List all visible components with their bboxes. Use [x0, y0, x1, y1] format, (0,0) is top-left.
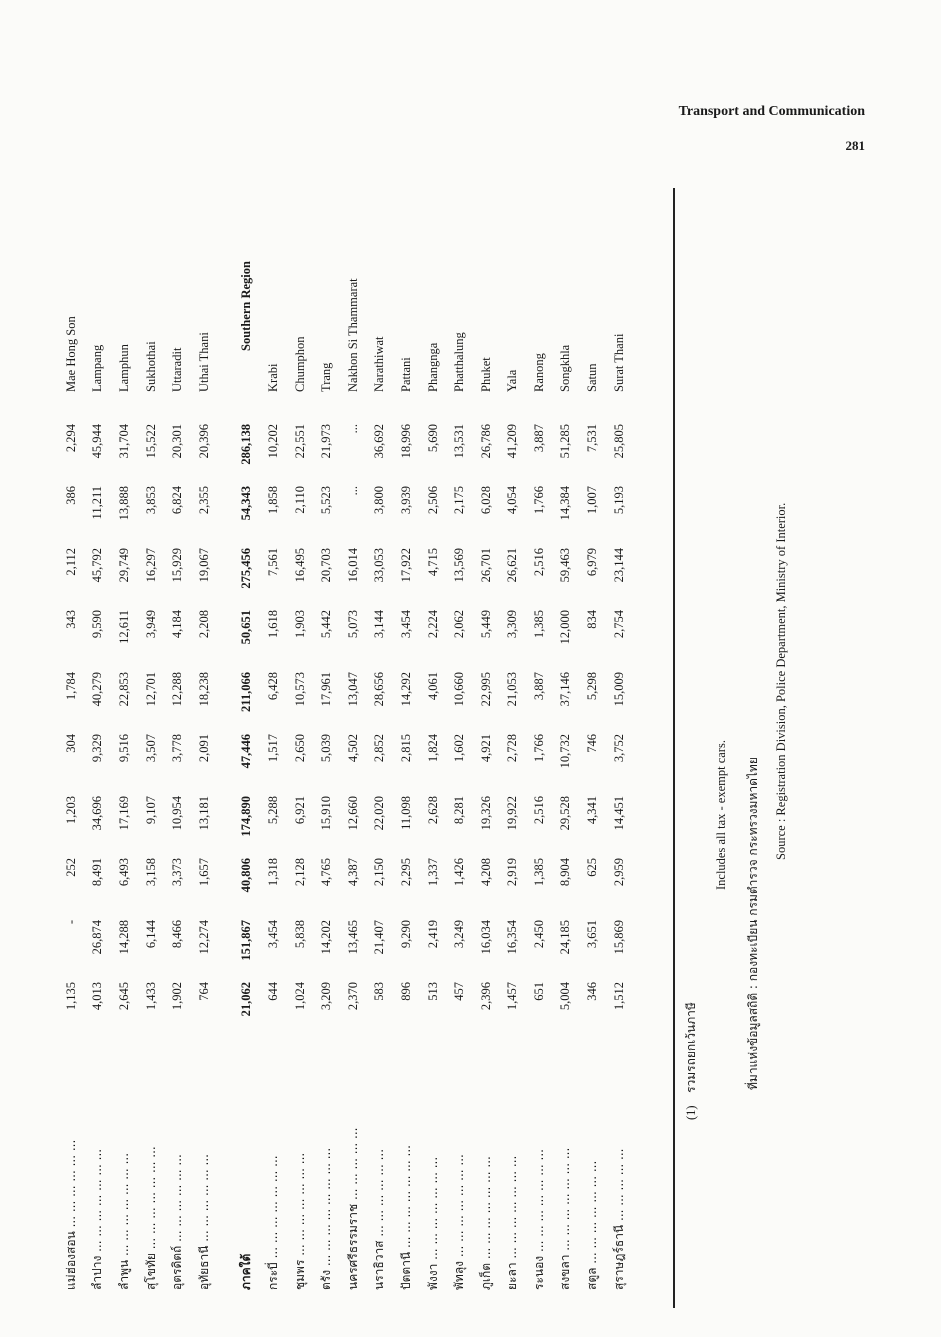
thai-name-cell: นครศรีธรรมราช ... ... ... ... ...	[345, 1127, 360, 1290]
value-cell: 9,290	[398, 920, 413, 949]
value-cell: 17,922	[398, 548, 413, 583]
value-cell: 59,463	[558, 548, 573, 583]
page-header-title: Transport and Communication	[678, 104, 865, 119]
value-cell: 9,590	[90, 610, 105, 639]
value-cell: 1,457	[505, 982, 520, 1011]
value-cell: 7,531	[585, 424, 600, 453]
value-cell: 1,512	[611, 982, 626, 1011]
value-cell: 19,326	[478, 796, 493, 831]
value-cell: 2,128	[292, 858, 307, 887]
value-cell: 5,838	[292, 920, 307, 949]
value-cell: 10,732	[558, 734, 573, 769]
value-cell: 1,433	[143, 982, 158, 1011]
value-cell: 40,279	[90, 672, 105, 707]
value-cell: 2,355	[196, 486, 211, 515]
value-cell: 2,091	[196, 734, 211, 763]
value-cell: ...	[345, 424, 360, 434]
value-cell: 6,979	[585, 548, 600, 577]
thai-name-cell: ชุมพร ... ... ... ... ... ... ...	[292, 1152, 307, 1290]
table-row	[58, 192, 85, 1290]
thai-name-cell: ลำปาง ... ... ... ... ... ... ...	[90, 1148, 105, 1290]
value-cell: 1,517	[265, 734, 280, 763]
thai-name-cell: ภูเก็ต ... ... ... ... ... ... ...	[478, 1156, 493, 1290]
value-cell: 1,135	[63, 982, 78, 1011]
value-cell: 17,169	[116, 796, 131, 831]
value-cell: 1,903	[292, 610, 307, 639]
value-cell: 8,281	[452, 796, 467, 825]
table-row	[420, 192, 447, 1290]
english-name-cell: Southern Region	[239, 261, 254, 351]
value-cell: 14,202	[319, 920, 334, 955]
value-cell: 45,944	[90, 424, 105, 459]
value-cell: 3,887	[531, 424, 546, 453]
english-name-cell: Phatthalung	[452, 332, 467, 392]
value-cell: 26,621	[505, 548, 520, 583]
value-cell: 3,309	[505, 610, 520, 639]
value-cell: 5,004	[558, 982, 573, 1011]
value-cell: 26,701	[478, 548, 493, 583]
value-cell: 15,522	[143, 424, 158, 459]
thai-name-cell: พัทลุง ... ... ... ... ... ... ...	[452, 1154, 467, 1290]
english-name-cell: Nakhon Si Thammarat	[345, 278, 360, 392]
value-cell: 5,039	[319, 734, 334, 763]
value-cell: 13,047	[345, 672, 360, 707]
value-cell: 3,778	[170, 734, 185, 763]
value-cell: 13,888	[116, 486, 131, 521]
value-cell: 304	[63, 734, 78, 753]
table-row	[367, 192, 394, 1290]
value-cell: 2,516	[531, 796, 546, 825]
value-cell: 4,502	[345, 734, 360, 763]
thai-name-cell: ลำพูน ... ... ... ... ... ... ...	[116, 1152, 131, 1290]
value-cell: 4,013	[90, 982, 105, 1011]
thai-name-cell: พังงา ... ... ... ... ... ... ...	[425, 1156, 440, 1290]
gap-cell	[218, 192, 234, 1290]
value-cell: 651	[531, 982, 546, 1001]
english-name-cell: Phuket	[478, 357, 493, 392]
english-name-cell: Uttaradit	[170, 347, 185, 392]
thai-name-cell: ยะลา ... ... ... ... ... ... ...	[505, 1155, 520, 1290]
value-cell: 23,144	[611, 548, 626, 583]
value-cell: 2,370	[345, 982, 360, 1011]
table-row	[287, 192, 314, 1290]
value-cell: 3,651	[585, 920, 600, 949]
value-cell: 10,660	[452, 672, 467, 707]
table-body	[58, 192, 632, 1290]
table-row	[191, 192, 218, 1290]
value-cell: 5,193	[611, 486, 626, 515]
value-cell: 3,507	[143, 734, 158, 763]
table-row	[579, 192, 606, 1290]
value-cell: 3,454	[398, 610, 413, 639]
value-cell: 1,766	[531, 486, 546, 515]
value-cell: 346	[585, 982, 600, 1001]
value-cell: 6,921	[292, 796, 307, 825]
english-name-cell: Uthai Thani	[196, 332, 211, 392]
value-cell: 5,073	[345, 610, 360, 639]
value-cell: 3,454	[265, 920, 280, 949]
value-cell: 1,902	[170, 982, 185, 1011]
value-cell: 20,703	[319, 548, 334, 583]
value-cell: 3,249	[452, 920, 467, 949]
value-cell: 174,890	[239, 796, 254, 837]
rotated-table-area	[58, 200, 626, 1290]
value-cell: 3,887	[531, 672, 546, 701]
value-cell: 13,531	[452, 424, 467, 459]
value-cell: 7,561	[265, 548, 280, 577]
value-cell: 21,053	[505, 672, 520, 707]
value-cell: 3,209	[319, 982, 334, 1011]
value-cell: 17,961	[319, 672, 334, 707]
value-cell: 16,495	[292, 548, 307, 583]
value-cell: 18,996	[398, 424, 413, 459]
value-cell: 54,343	[239, 486, 254, 521]
value-cell: 5,298	[585, 672, 600, 701]
english-name-cell: Chumphon	[292, 336, 307, 392]
value-cell: 16,354	[505, 920, 520, 955]
value-cell: 13,465	[345, 920, 360, 955]
value-cell: 31,704	[116, 424, 131, 459]
value-cell: 34,696	[90, 796, 105, 831]
table-row	[606, 192, 633, 1290]
notes-area	[670, 200, 840, 1290]
value-cell: 16,034	[478, 920, 493, 955]
value-cell: 2,110	[292, 486, 307, 514]
table-row	[260, 192, 287, 1290]
value-cell: 2,396	[478, 982, 493, 1011]
value-cell: 26,786	[478, 424, 493, 459]
value-cell: 12,288	[170, 672, 185, 707]
value-cell: 4,184	[170, 610, 185, 639]
value-cell: 1,657	[196, 858, 211, 887]
value-cell: 5,442	[319, 610, 334, 639]
value-cell: 583	[372, 982, 387, 1001]
value-cell: 1,602	[452, 734, 467, 763]
value-cell: 2,628	[425, 796, 440, 825]
thai-name-cell: ตรัง ... ... ... ... ... ... ... ...	[319, 1147, 334, 1290]
value-cell: 4,715	[425, 548, 440, 577]
value-cell: 14,288	[116, 920, 131, 955]
table-row	[526, 192, 553, 1290]
value-cell: 2,062	[452, 610, 467, 639]
table-row	[138, 192, 165, 1290]
english-name-cell: Lamphun	[116, 344, 131, 392]
value-cell: 2,295	[398, 858, 413, 887]
value-cell: 29,528	[558, 796, 573, 831]
value-cell: 9,329	[90, 734, 105, 763]
value-cell: 19,067	[196, 548, 211, 583]
english-name-cell: Songkhla	[558, 344, 573, 392]
value-cell: 15,910	[319, 796, 334, 831]
rotated-table-inner	[58, 200, 626, 1290]
value-cell: 45,792	[90, 548, 105, 583]
value-cell: 834	[585, 610, 600, 629]
value-cell: -	[63, 920, 78, 925]
thai-name-cell: ระนอง ... ... ... ... ... ... ...	[531, 1149, 546, 1290]
value-cell: 3,752	[611, 734, 626, 763]
value-cell: 2,506	[425, 486, 440, 515]
footnote-line	[682, 1002, 701, 1120]
value-cell: 2,645	[116, 982, 131, 1011]
value-cell: 4,921	[478, 734, 493, 763]
value-cell: 22,853	[116, 672, 131, 707]
value-cell: 15,009	[611, 672, 626, 707]
value-cell: 26,874	[90, 920, 105, 955]
footnote-marker: (1)	[684, 1105, 698, 1120]
value-cell: 1,203	[63, 796, 78, 825]
value-cell: 2,650	[292, 734, 307, 763]
value-cell: 644	[265, 982, 280, 1001]
value-cell: 5,690	[425, 424, 440, 453]
value-cell: 47,446	[239, 734, 254, 769]
value-cell: 513	[425, 982, 440, 1001]
thai-name-cell: กระบี่ ... ... ... ... ... ... ...	[265, 1155, 280, 1290]
value-cell: 24,185	[558, 920, 573, 955]
table-row	[111, 192, 138, 1290]
value-cell: 2,728	[505, 734, 520, 763]
value-cell: 275,456	[239, 548, 254, 589]
value-cell: 4,054	[505, 486, 520, 515]
value-cell: 2,419	[425, 920, 440, 949]
table-row	[393, 192, 420, 1290]
value-cell: 10,202	[265, 424, 280, 459]
value-cell: 1,858	[265, 486, 280, 515]
value-cell: 9,516	[116, 734, 131, 763]
value-cell: 1,024	[292, 982, 307, 1011]
value-cell: 16,014	[345, 548, 360, 583]
value-cell: 21,973	[319, 424, 334, 459]
value-cell: 386	[63, 486, 78, 505]
value-cell: 4,208	[478, 858, 493, 887]
value-cell: 37,146	[558, 672, 573, 707]
value-cell: 10,954	[170, 796, 185, 831]
notes-inner	[670, 200, 840, 1290]
value-cell: 211,066	[239, 672, 254, 712]
thai-name-cell: สงขลา ... ... ... ... ... ... ...	[558, 1147, 573, 1290]
value-cell: 2,112	[63, 548, 78, 576]
value-cell: 8,491	[90, 858, 105, 887]
value-cell: 22,020	[372, 796, 387, 831]
english-name-cell: Krabi	[265, 363, 280, 392]
value-cell: 1,784	[63, 672, 78, 701]
value-cell: 22,995	[478, 672, 493, 707]
value-cell: 22,551	[292, 424, 307, 459]
value-cell: 11,098	[398, 796, 413, 830]
value-cell: 5,523	[319, 486, 334, 515]
value-cell: 2,208	[196, 610, 211, 639]
value-cell: 12,701	[143, 672, 158, 707]
value-cell: 1,426	[452, 858, 467, 887]
value-cell: 3,373	[170, 858, 185, 887]
value-cell: 40,806	[239, 858, 254, 893]
value-cell: 2,450	[531, 920, 546, 949]
table-row	[164, 192, 191, 1290]
source-english: Source : Registration Division, Police Department, Ministry of Interior.	[774, 502, 788, 860]
value-cell: 1,385	[531, 858, 546, 887]
thai-name-cell: นราธิวาส ... ... ... ... ... ...	[372, 1148, 387, 1290]
table-row	[473, 192, 500, 1290]
value-cell: 5,288	[265, 796, 280, 825]
english-name-cell: Surat Thani	[611, 333, 626, 392]
value-cell: 896	[398, 982, 413, 1001]
value-cell: 21,062	[239, 982, 254, 1017]
value-cell: 14,292	[398, 672, 413, 707]
value-cell: 12,611	[116, 610, 131, 644]
page-number: 281	[845, 138, 865, 153]
table-row	[340, 192, 367, 1290]
value-cell: 15,929	[170, 548, 185, 583]
statistics-table	[58, 192, 632, 1290]
table-row	[500, 192, 527, 1290]
value-cell: 12,660	[345, 796, 360, 831]
thai-name-cell: ปัตตานี ... ... ... ... ... ... ...	[398, 1145, 413, 1290]
value-cell: 6,028	[478, 486, 493, 515]
table-row	[313, 192, 340, 1290]
source-thai: ที่มาแห่งข้อมูลสถิติ : กองทะเบียน กรมตำรวจ กระทรวงมหาดไทย	[746, 757, 760, 1090]
value-cell: 25,805	[611, 424, 626, 459]
value-cell: 2,294	[63, 424, 78, 453]
english-name-cell: Satun	[585, 363, 600, 392]
value-cell: 1,385	[531, 610, 546, 639]
value-cell: 12,274	[196, 920, 211, 955]
value-cell: 10,573	[292, 672, 307, 707]
value-cell: 50,651	[239, 610, 254, 645]
value-cell: 3,939	[398, 486, 413, 515]
value-cell: 151,867	[239, 920, 254, 961]
value-cell: 11,211	[90, 486, 105, 520]
value-cell: 6,144	[143, 920, 158, 949]
value-cell: 4,387	[345, 858, 360, 887]
value-cell: 13,569	[452, 548, 467, 583]
value-cell: 286,138	[239, 424, 254, 465]
value-cell: 3,853	[143, 486, 158, 515]
value-cell: 625	[585, 858, 600, 877]
region-row	[234, 192, 261, 1290]
value-cell: 1,318	[265, 858, 280, 887]
thai-name-cell: สุโขทัย ... ... ... ... ... ... ...	[143, 1146, 158, 1290]
value-cell: 33,053	[372, 548, 387, 583]
thai-name-cell: อุตรดิตถ์ ... ... ... ... ... ...	[170, 1154, 185, 1290]
value-cell: 28,656	[372, 672, 387, 707]
thai-name-cell: อุทัยธานี ... ... ... ... ... ...	[196, 1154, 211, 1290]
value-cell: 2,959	[611, 858, 626, 887]
value-cell: 13,181	[196, 796, 211, 831]
value-cell: 2,919	[505, 858, 520, 887]
value-cell: 1,007	[585, 486, 600, 515]
value-cell: 2,516	[531, 548, 546, 577]
english-name-cell: Lampang	[90, 344, 105, 392]
value-cell: 2,852	[372, 734, 387, 763]
value-cell: 6,428	[265, 672, 280, 701]
value-cell: 1,766	[531, 734, 546, 763]
value-cell: 4,765	[319, 858, 334, 887]
footnote-english: Includes all tax - exempt cars.	[714, 740, 728, 890]
value-cell: 18,238	[196, 672, 211, 707]
value-cell: 2,754	[611, 610, 626, 639]
value-cell: 29,749	[116, 548, 131, 583]
english-name-cell: Phangnga	[425, 342, 440, 392]
table-row	[553, 192, 580, 1290]
english-name-cell: Narathiwat	[372, 336, 387, 392]
value-cell: 1,618	[265, 610, 280, 639]
footnote-thai: รวมรถยกเว้นภาษี	[684, 1002, 698, 1093]
table-row	[85, 192, 112, 1290]
value-cell: 2,175	[452, 486, 467, 515]
value-cell: 20,301	[170, 424, 185, 459]
english-name-cell: Sukhothai	[143, 341, 158, 392]
value-cell: 1,337	[425, 858, 440, 887]
english-name-cell: Trang	[319, 362, 334, 392]
table-row	[446, 192, 473, 1290]
thai-name-cell: ภาคใต้	[239, 1253, 254, 1290]
value-cell: 4,341	[585, 796, 600, 825]
value-cell: 8,904	[558, 858, 573, 887]
value-cell: 3,949	[143, 610, 158, 639]
value-cell: 3,144	[372, 610, 387, 639]
value-cell: 51,285	[558, 424, 573, 459]
value-cell: 19,922	[505, 796, 520, 831]
value-cell: 3,800	[372, 486, 387, 515]
thai-name-cell: สุราษฎร์ธานี ... ... ... ... ...	[611, 1148, 626, 1290]
value-cell: 6,824	[170, 486, 185, 515]
thai-name-cell: สตูล ... ... ... ... ... ... ...	[585, 1160, 600, 1290]
value-cell: 8,466	[170, 920, 185, 949]
value-cell: 41,209	[505, 424, 520, 459]
value-cell: 14,451	[611, 796, 626, 831]
value-cell: 5,449	[478, 610, 493, 639]
value-cell: 343	[63, 610, 78, 629]
value-cell: 2,150	[372, 858, 387, 887]
value-cell: 12,000	[558, 610, 573, 645]
value-cell: 36,692	[372, 424, 387, 459]
value-cell: 2,815	[398, 734, 413, 763]
value-cell: 2,224	[425, 610, 440, 639]
value-cell: 457	[452, 982, 467, 1001]
english-name-cell: Yala	[505, 369, 520, 392]
english-name-cell: Ranong	[531, 353, 546, 392]
value-cell: 3,158	[143, 858, 158, 887]
value-cell: 9,107	[143, 796, 158, 825]
value-cell: ...	[345, 486, 360, 496]
value-cell: 20,396	[196, 424, 211, 459]
value-cell: 764	[196, 982, 211, 1001]
value-cell: 1,824	[425, 734, 440, 763]
value-cell: 6,493	[116, 858, 131, 887]
thai-name-cell: แม่ฮ่องสอน ... ... ... ... ... ...	[63, 1139, 78, 1290]
value-cell: 4,061	[425, 672, 440, 701]
value-cell: 15,869	[611, 920, 626, 955]
value-cell: 21,407	[372, 920, 387, 955]
table-gap-row	[218, 192, 234, 1290]
english-name-cell: Pattani	[398, 357, 413, 392]
value-cell: 14,384	[558, 486, 573, 521]
value-cell: 16,297	[143, 548, 158, 583]
value-cell: 252	[63, 858, 78, 877]
english-name-cell: Mae Hong Son	[63, 316, 78, 392]
value-cell: 746	[585, 734, 600, 753]
